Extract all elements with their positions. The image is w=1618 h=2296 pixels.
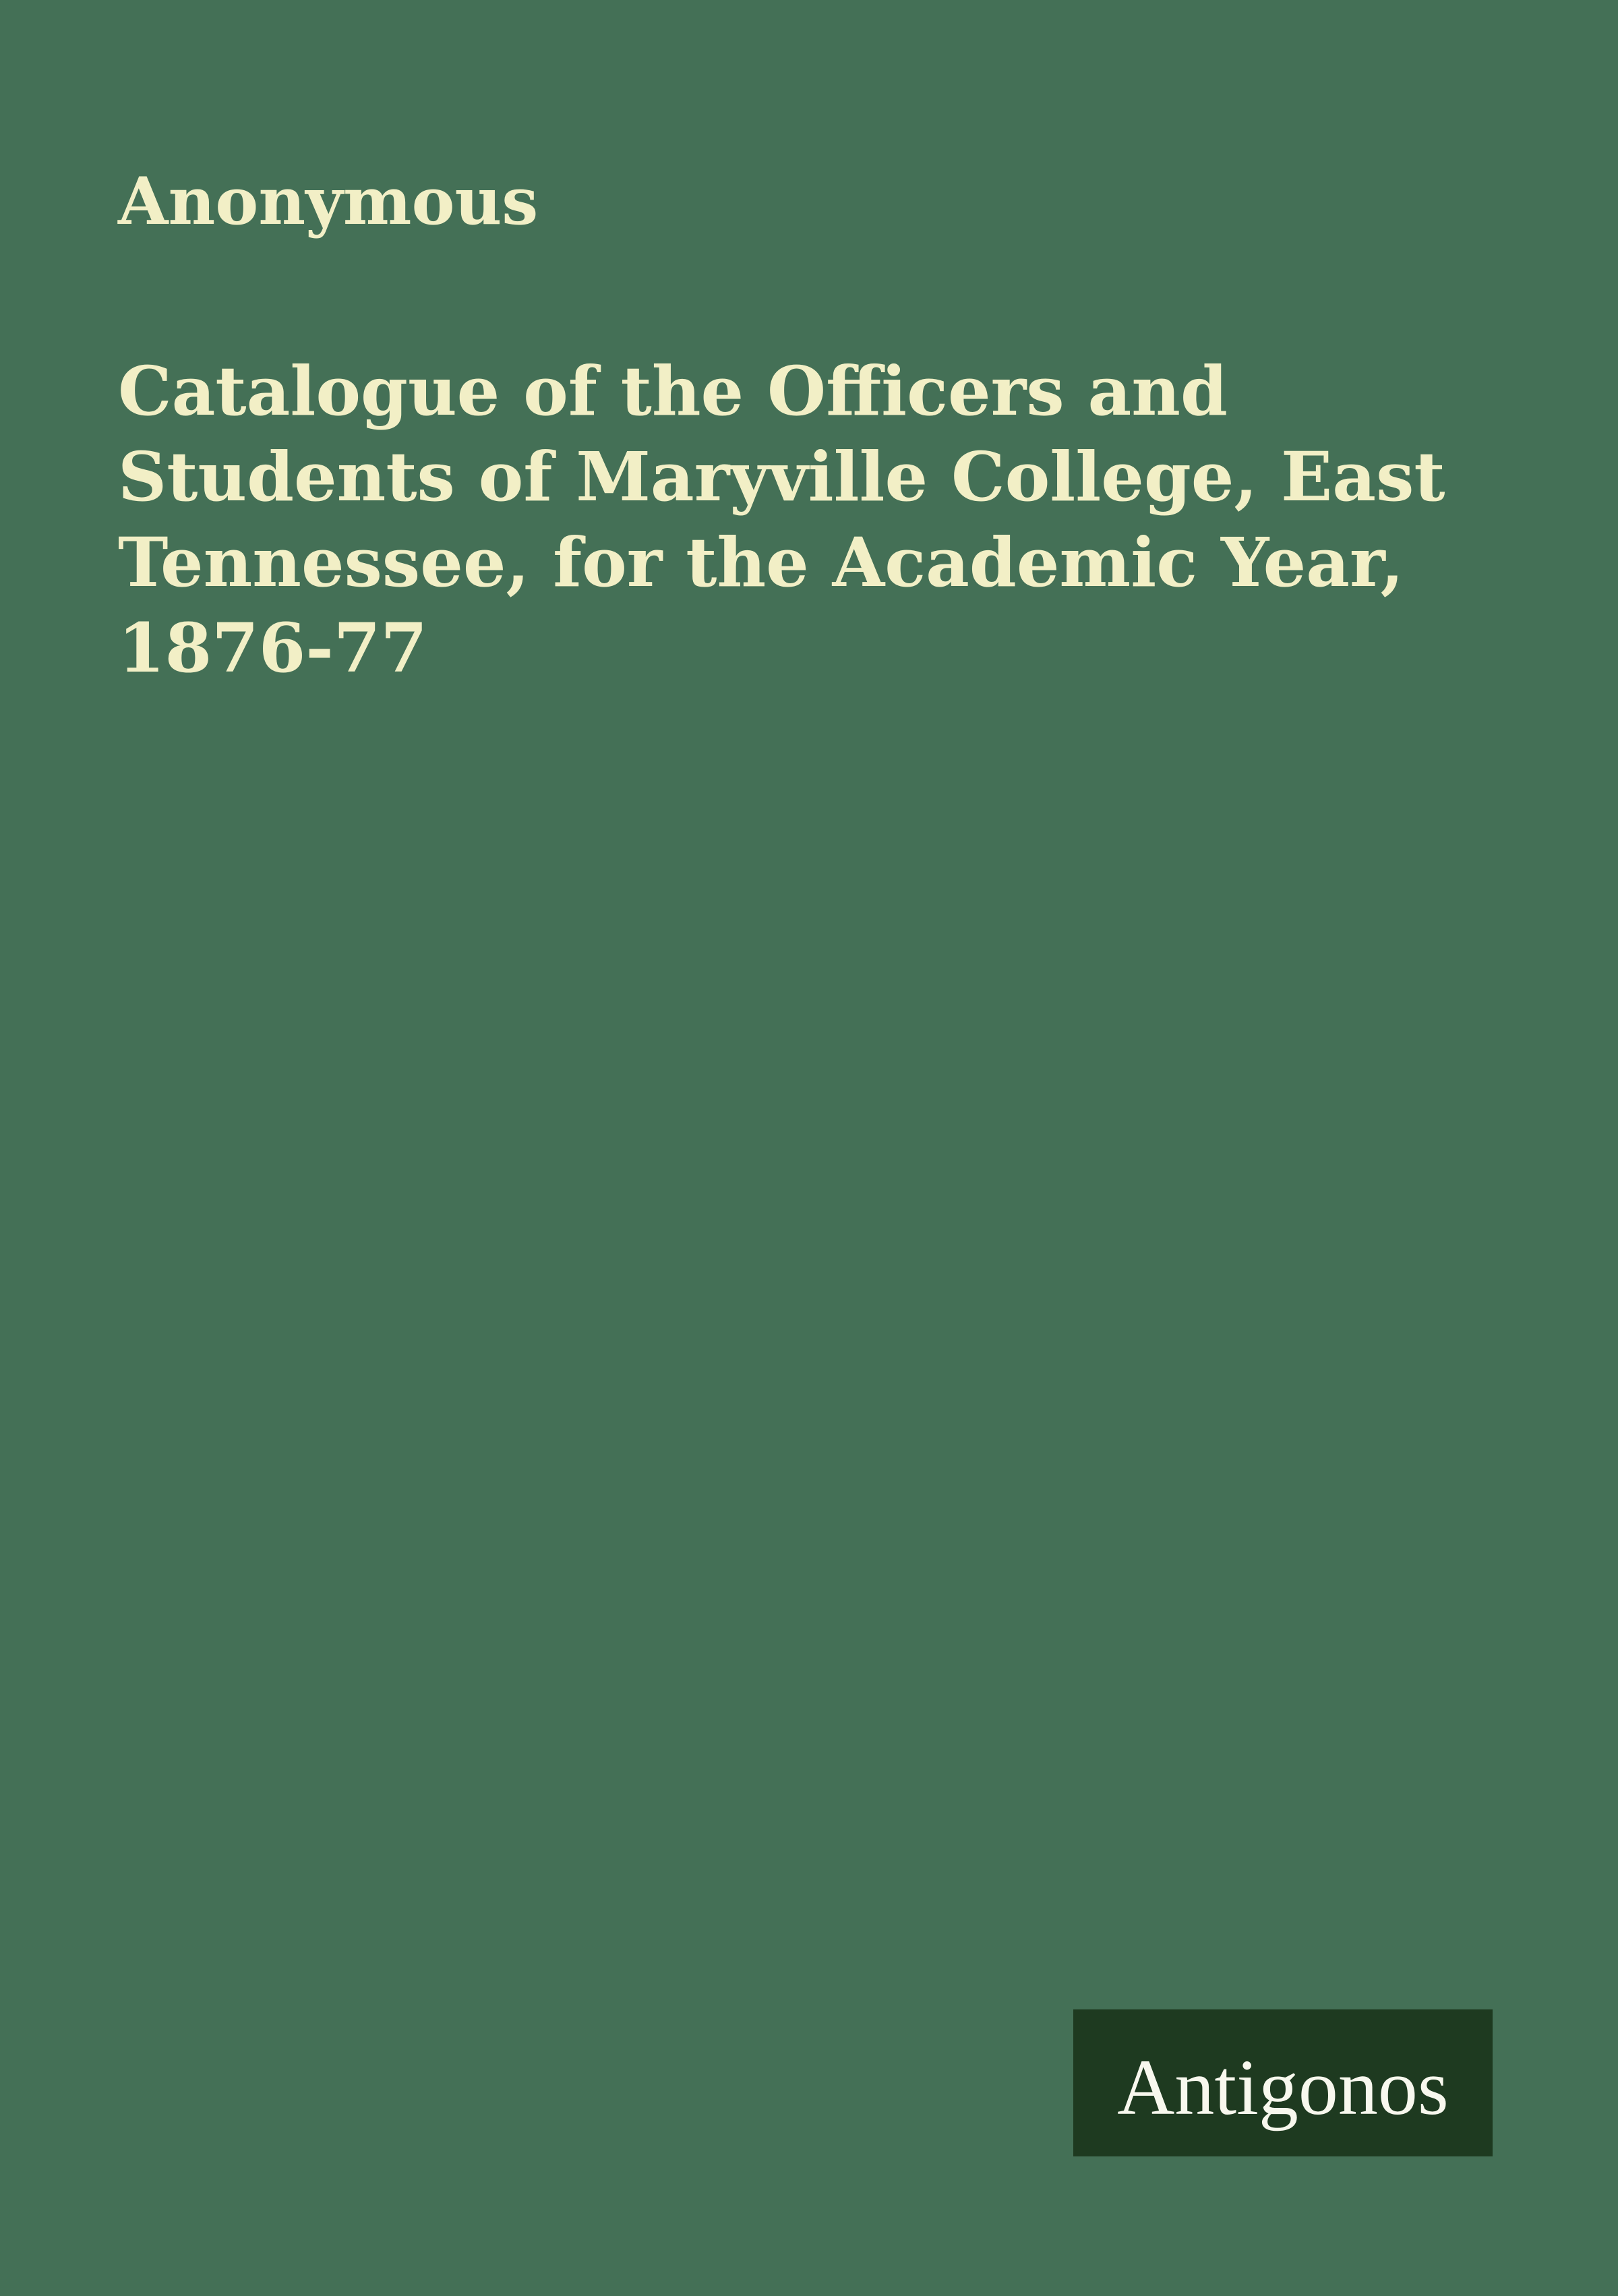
publisher-box [1073,2009,1493,2156]
publisher-logo-text: Antigonos [1117,2043,1449,2131]
book-title [118,349,1520,691]
author-name: Anonymous [118,163,539,239]
title-line-1: Catalogue of the Officers and [118,351,1228,431]
title-line-2: Students of Maryville College, East [118,437,1445,517]
title-line-4: 1876-77 [118,608,427,688]
title-line-3: Tennessee, for the Academic Year, [118,523,1404,602]
